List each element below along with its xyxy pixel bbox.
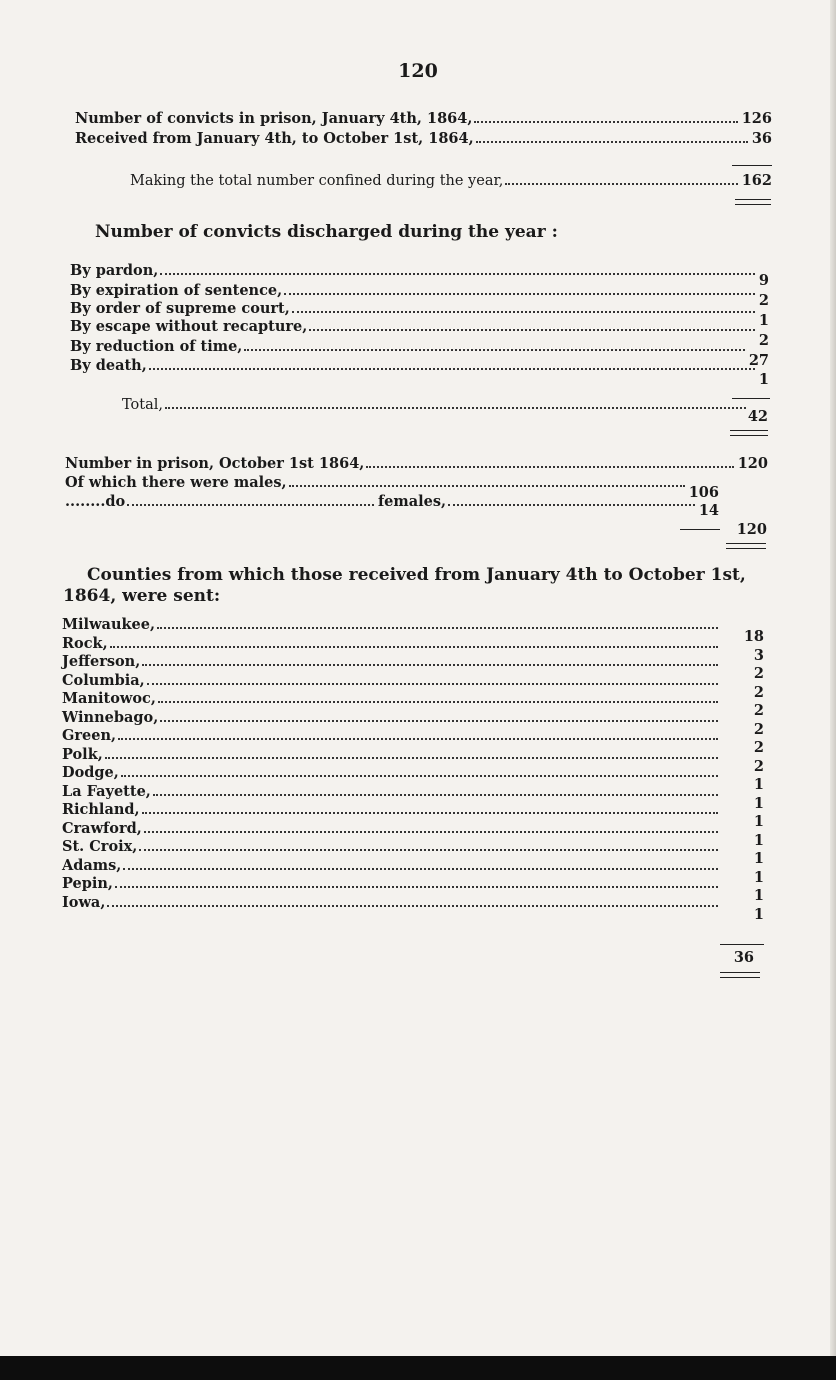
county-name: St. Croix, [62, 838, 138, 855]
discharged-value: 27 [748, 352, 769, 369]
county-count: 1 [753, 887, 764, 904]
summary-total-row [130, 172, 772, 190]
row-value: 120 [737, 455, 768, 472]
county-count: 2 [753, 683, 764, 701]
males-row [65, 474, 719, 492]
males-value: 106 [688, 484, 719, 501]
county-count: 18 [743, 628, 764, 645]
county-name: Manitowoc, [62, 690, 156, 707]
page-number: 120 [398, 60, 438, 82]
females-label: females, [377, 493, 447, 510]
row-label: By escape without recapture, [70, 318, 308, 335]
county-row [62, 690, 722, 708]
counties-total: 36 [733, 949, 754, 966]
leader-dots [474, 121, 737, 123]
county-name: Milwaukee, [62, 616, 156, 633]
county-count: 1 [753, 905, 764, 923]
summary-row-received [75, 130, 772, 148]
county-name: Crawford, [62, 819, 142, 837]
in-prison-row [65, 455, 768, 473]
row-label: Of which there were males, [65, 474, 287, 491]
leader-dots [448, 504, 695, 506]
county-name: Polk, [62, 745, 103, 763]
leader-dots [149, 368, 755, 370]
discharged-value: 2 [758, 332, 769, 349]
page-edge-shadow [830, 0, 836, 1356]
scan-bottom-border [0, 1356, 836, 1380]
county-count: 2 [753, 665, 764, 682]
leader-dots [476, 141, 748, 143]
discharged-total-value: 42 [747, 408, 768, 425]
leader-dots [289, 485, 685, 487]
counties-heading-line1: Counties from which those received from January 4th to October 1st, [87, 565, 746, 585]
in-prison-total: 120 [736, 521, 767, 538]
females-prefix: ........do [65, 493, 126, 510]
row-value: 126 [741, 110, 772, 127]
counties-heading-line2: 1864, were sent: [63, 586, 221, 606]
county-name: Adams, [62, 856, 122, 874]
leader-dots [144, 831, 718, 833]
county-count: 1 [753, 868, 764, 886]
leader-dots [157, 627, 718, 629]
leader-dots [142, 664, 718, 666]
counties-rule [720, 944, 764, 945]
county-count: 1 [753, 813, 764, 830]
females-value: 14 [698, 502, 719, 519]
in-prison-rule [680, 529, 720, 530]
in-prison-double-rule [726, 543, 766, 549]
leader-dots [105, 757, 718, 759]
row-label: Received from January 4th, to October 1st, 1864, [75, 130, 474, 147]
discharged-row [70, 338, 769, 356]
discharged-value: 1 [758, 312, 769, 329]
leader-dots [147, 683, 718, 685]
row-label: By expiration of sentence, [70, 282, 283, 299]
county-row [62, 709, 722, 727]
county-row [62, 783, 722, 801]
county-count: 2 [753, 702, 764, 719]
leader-dots [142, 812, 718, 814]
county-name: La Fayette, [62, 782, 151, 800]
discharged-row [70, 300, 769, 318]
leader-dots [153, 794, 718, 796]
row-label: By death, [70, 357, 147, 374]
discharged-row [70, 282, 769, 300]
discharged-value: 2 [758, 292, 769, 309]
leader-dots [366, 466, 733, 468]
discharged-value: 9 [758, 272, 769, 289]
leader-dots [309, 329, 755, 331]
county-row [62, 727, 722, 745]
summary-row-start [75, 110, 772, 128]
leader-dots [139, 849, 718, 851]
county-row [62, 894, 722, 912]
leader-dots [505, 183, 737, 185]
leader-dots [158, 701, 718, 703]
county-row [62, 635, 722, 653]
total-label: Making the total number confined during the year, [130, 173, 504, 189]
discharged-double-rule [730, 430, 768, 436]
leader-dots [160, 273, 755, 275]
row-label: Number of convicts in prison, January 4th, 1864, [75, 110, 473, 127]
discharged-row [70, 262, 769, 280]
county-row [62, 616, 722, 634]
county-row [62, 838, 722, 856]
row-label: Number in prison, October 1st 1864, [65, 455, 365, 472]
county-row [62, 875, 722, 893]
leader-dots [284, 293, 755, 295]
leader-dots [110, 646, 718, 648]
leader-dots [123, 868, 718, 870]
county-count: 1 [753, 831, 764, 849]
leader-dots [160, 720, 718, 722]
discharged-heading: Number of convicts discharged during the year : [95, 222, 558, 242]
row-value: 36 [751, 130, 772, 147]
county-name: Dodge, [62, 764, 119, 781]
females-row [65, 493, 719, 511]
summary-rule [732, 165, 772, 166]
county-name: Iowa, [62, 893, 106, 911]
summary-double-rule [735, 199, 771, 205]
discharged-total-row [122, 396, 770, 414]
county-count: 1 [753, 794, 764, 812]
leader-dots [165, 407, 746, 409]
county-row [62, 801, 722, 819]
leader-dots [292, 311, 755, 313]
row-label: By pardon, [70, 262, 159, 279]
county-count: 3 [753, 646, 764, 664]
leader-dots [115, 886, 718, 888]
county-row [62, 672, 722, 690]
county-count: 1 [753, 850, 764, 867]
county-row [62, 746, 722, 764]
leader-dots [107, 905, 718, 907]
county-count: 1 [753, 776, 764, 793]
leader-dots [121, 775, 718, 777]
leader-dots [244, 349, 744, 351]
county-row [62, 857, 722, 875]
row-label: By order of supreme court, [70, 300, 290, 317]
total-value: 162 [741, 172, 772, 189]
county-name: Jefferson, [62, 653, 141, 670]
discharged-row [70, 318, 769, 336]
leader-dots [118, 738, 718, 740]
county-name: Columbia, [62, 671, 145, 689]
county-name: Rock, [62, 634, 108, 652]
county-row [62, 764, 722, 782]
county-count: 2 [753, 739, 764, 756]
counties-double-rule [720, 972, 760, 978]
total-label: Total, [122, 397, 163, 413]
leader-dots [127, 504, 374, 506]
county-row [62, 820, 722, 838]
county-name: Winnebago, [62, 708, 159, 726]
discharged-value: 1 [758, 371, 769, 388]
county-count: 2 [753, 757, 764, 775]
county-name: Green, [62, 727, 117, 744]
county-name: Pepin, [62, 875, 113, 892]
county-row [62, 653, 722, 671]
county-name: Richland, [62, 801, 140, 818]
discharged-row [70, 357, 769, 375]
row-label: By reduction of time, [70, 338, 243, 355]
county-count: 2 [753, 720, 764, 738]
